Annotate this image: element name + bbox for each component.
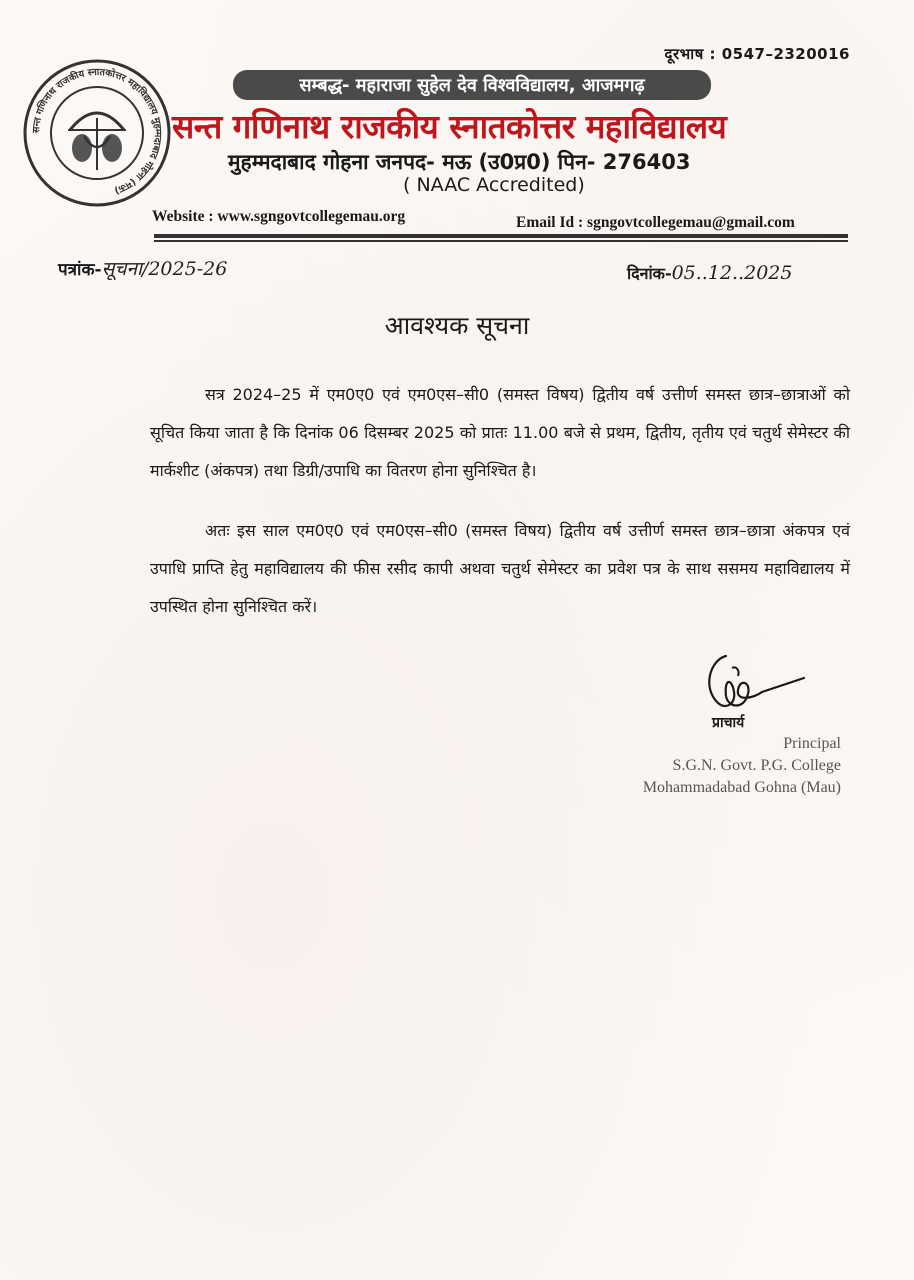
reference-number xyxy=(58,255,227,281)
stamp-line-college: S.G.N. Govt. P.G. College xyxy=(672,757,841,774)
notice-date xyxy=(627,262,792,284)
phone-number: दूरभाष : 0547–2320016 xyxy=(664,45,850,63)
affiliation-banner: सम्बद्ध- महाराजा सुहेल देव विश्वविद्यालय, आजमगढ़ xyxy=(233,70,711,100)
date-value: 05..12..2025 xyxy=(671,262,793,284)
reference-label: पत्रांक- xyxy=(58,260,102,280)
email-link[interactable]: Email Id : sgngovtcollegemau@gmail.com xyxy=(516,214,795,231)
notice-title: आवश्यक सूचना xyxy=(384,311,530,340)
stamp-line-location: Mohammadabad Gohna (Mau) xyxy=(642,779,841,796)
notice-paragraph-1: सत्र 2024–25 में एम0ए0 एवं एम0एस–सी0 (समस्त विषय) द्वितीय वर्ष उत्तीर्ण समस्त छात्र–छात्राओं को सूचित किया जाता है कि दिनांक 06 दिसम्बर 2025 को प्रातः 11.00 बजे से प्रथम, द्वितीय, तृतीय एवं चतुर्थ सेमेस्टर की मार्कशीट (अंकपत्र) तथा डिग्री/उपाधि का वितरण होना सुनिश्चित है। xyxy=(150,385,850,480)
naac-accreditation: ( NAAC Accredited) xyxy=(403,174,585,196)
reference-value: सूचना/2025-26 xyxy=(101,258,228,280)
notice-paragraph-2: अतः इस साल एम0ए0 एवं एम0एस–सी0 (समस्त विषय) द्वितीय वर्ष उत्तीर्ण समस्त छात्र–छात्रा अंकपत्र एवं उपाधि प्राप्ति हेतु महाविद्यालय की फीस रसीद कापी अथवा चतुर्थ सेमेस्टर का प्रवेश पत्र के साथ ससमय महाविद्यालय में उपस्थित होना सुनिश्चित करें। xyxy=(150,521,850,616)
header-divider-thin xyxy=(154,240,848,242)
website-link[interactable]: Website : www.sgngovtcollegemau.org xyxy=(152,208,406,225)
date-label: दिनांक- xyxy=(627,264,672,283)
principal-title: प्राचार्य xyxy=(712,715,745,731)
header-divider-thick xyxy=(154,234,848,238)
college-seal-logo xyxy=(22,58,172,208)
college-name: सन्त गणिनाथ राजकीय स्नातकोत्तर महाविद्यालय xyxy=(172,107,727,146)
stamp-line-principal: Principal xyxy=(783,735,841,752)
svg-text:सन्त गणिनाथ राजकीय स्नातकोत्तर: सन्त गणिनाथ राजकीय स्नातकोत्तर महाविद्यालय मुहम्मदाबाद गोहना (मऊ) xyxy=(30,66,164,197)
principal-stamp xyxy=(640,733,845,799)
college-address: मुहम्मदाबाद गोहना जनपद- मऊ (उ0प्र0) पिन- 276403 xyxy=(228,150,691,174)
